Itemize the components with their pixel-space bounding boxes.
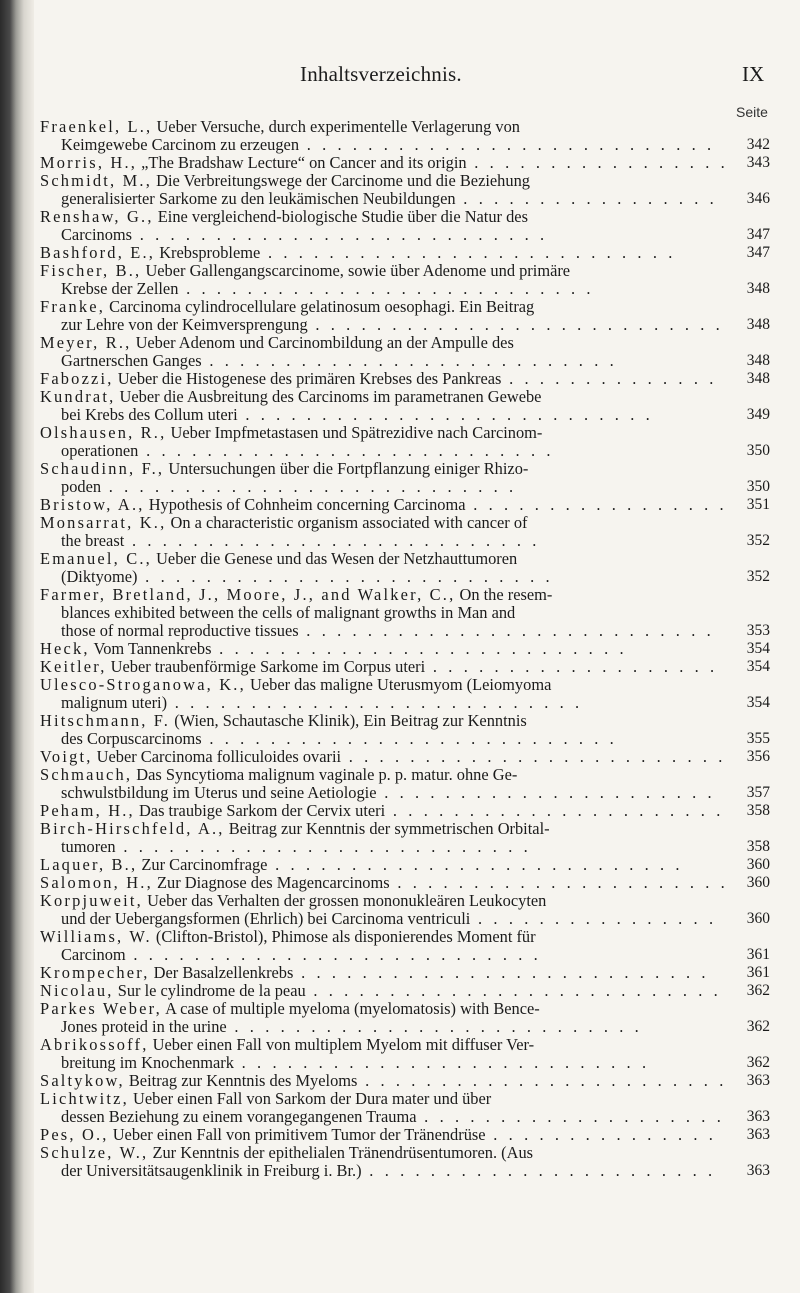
toc-entry-author: Meyer, R., (40, 333, 132, 352)
toc-entry-page: 363 (746, 1072, 770, 1089)
toc-entry-line (40, 766, 770, 784)
toc-entry-title: Gartnerschen Ganges (61, 351, 202, 370)
toc-entry-line (40, 460, 770, 478)
toc-entry-line (40, 172, 770, 190)
toc-entry-page: 354 (746, 658, 770, 675)
toc-entry-line (40, 1090, 770, 1108)
toc-entry (40, 964, 770, 982)
toc-entry-title: Zur Carcinomfrage (141, 855, 268, 874)
toc-entry-title: Carcinoma cylindrocellulare gelatinosum oesophagi. Ein Beitrag (109, 297, 535, 316)
toc-entry-title: Ueber Versuche, durch experimentelle Verlagerung von (156, 117, 520, 136)
toc-entry (40, 802, 770, 820)
toc-entry-page: 360 (746, 874, 770, 891)
toc-entry-title: Jones proteid in the urine (61, 1017, 227, 1036)
toc-entry-line (40, 1144, 770, 1162)
toc-entry-line (40, 964, 770, 982)
toc-entry-title: Zur Diagnose des Magencarcinoms (157, 873, 390, 892)
toc-entry-author: Korpjuweit, (40, 891, 143, 910)
toc-entry (40, 172, 770, 208)
dot-leader: . . . . . . . . . . . . . . . . . . . . . . (385, 801, 724, 820)
toc-entry-author: Schmidt, M., (40, 171, 153, 190)
toc-entry-author: Williams, W. (40, 927, 152, 946)
dot-leader: . . . . . . . . . . . . . . . . . . . . . . . . . . . (167, 693, 583, 712)
toc-entry-author: Schmauch, (40, 765, 133, 784)
toc-entry-author: Kundrat, (40, 387, 116, 406)
toc-entry (40, 676, 770, 712)
toc-entry-title: those of normal reproductive tissues (61, 621, 299, 640)
toc-entry-line (40, 748, 770, 766)
toc-entry (40, 262, 770, 298)
toc-entry-page: 354 (746, 640, 770, 657)
toc-entry-title: Krebsprobleme (159, 243, 261, 262)
dot-leader: . . . . . . . . . . . . . . . . . . . . . . . . . . . (137, 567, 554, 586)
dot-leader: . . . . . . . . . . . . . . . . . . . . . . (376, 783, 716, 802)
toc-entry-page: 362 (746, 1018, 770, 1035)
toc-entry-title: Carcinoms (61, 225, 133, 244)
toc-entry-title: tumoren (61, 837, 116, 856)
toc-entry-author: Fabozzi, (40, 369, 114, 388)
toc-entry-line (40, 874, 770, 892)
toc-entry-page: 360 (746, 856, 770, 873)
toc-entry-line (40, 586, 770, 604)
toc-entry-author: Pes, O., (40, 1125, 109, 1144)
toc-entry-page: 348 (746, 352, 770, 369)
toc-entry-author: Laquer, B., (40, 855, 138, 874)
toc-entry-page: 352 (746, 532, 770, 549)
page-column-label: Seite (736, 104, 768, 120)
toc-entry-title: Zur Kenntnis der epithelialen Tränendrüsentumoren. (Aus (152, 1143, 534, 1162)
toc-entry-title: Ueber die Histogenese des primären Krebses des Pankreas (117, 369, 502, 388)
toc-entry-line (40, 136, 770, 154)
toc-entry-line (40, 208, 770, 226)
book-binding-edge (0, 0, 34, 1293)
toc-entry-line (40, 676, 770, 694)
toc-entry-title: der Universitätsaugenklinik in Freiburg i. Br.) (61, 1161, 362, 1180)
toc-entry (40, 712, 770, 748)
toc-entry-title: Beitrag zur Kenntnis des Myeloms (128, 1071, 358, 1090)
toc-entry (40, 892, 770, 928)
toc-entry-title: (Wien, Schautasche Klinik), Ein Beitrag zur Kenntnis (174, 711, 527, 730)
dot-leader: . . . . . . . . . . . . . . . . . . . . . . . . . . . (233, 1053, 650, 1072)
dot-leader: . . . . . . . . . . . . . . . . . . . . . . . . . . . (115, 837, 532, 856)
toc-entry-page: 348 (746, 280, 770, 297)
toc-entry-title: operationen (61, 441, 139, 460)
toc-entry-page: 358 (746, 838, 770, 855)
toc-entry-title: des Corpuscarcinoms (61, 729, 202, 748)
toc-entry-title: Ueber Gallengangscarcinome, sowie über Adenome und primäre (145, 261, 571, 280)
toc-entry-line (40, 532, 770, 550)
toc-entry-line (40, 244, 770, 262)
toc-entry-title: Carcinom (61, 945, 126, 964)
toc-entry-title: Ueber traubenförmige Sarkome im Corpus uteri (110, 657, 426, 676)
toc-entry-author: Saltykow, (40, 1071, 125, 1090)
toc-entry-title: Ueber das Verhalten der grossen mononukleären Leukocyten (147, 891, 547, 910)
toc-entry-title: Untersuchungen über die Fortpflanzung einiger Rhizo- (168, 459, 529, 478)
toc-entry-author: Bashford, E., (40, 243, 156, 262)
toc-entry-page: 347 (746, 226, 770, 243)
toc-entry-line (40, 838, 770, 856)
toc-entry-line (40, 550, 770, 568)
toc-entry-line (40, 622, 770, 640)
table-of-contents (40, 118, 770, 1180)
dot-leader: . . . . . . . . . . . . . . . . . . . . (416, 1107, 725, 1126)
toc-entry-page: 361 (746, 964, 770, 981)
dot-leader: . . . . . . . . . . . . . . . . . . . . . . . . . . . (138, 441, 555, 460)
dot-leader: . . . . . . . . . . . . . . . . . . . . . . . (361, 1161, 716, 1180)
dot-leader: . . . . . . . . . . . . . . . . . . . (425, 657, 718, 676)
dot-leader: . . . . . . . . . . . . . . . . . . . . . . . . . . . (298, 621, 715, 640)
toc-entry-page: 357 (746, 784, 770, 801)
toc-entry (40, 1036, 770, 1072)
toc-entry-line (40, 658, 770, 676)
toc-entry-title: Ueber einen Fall von Sarkom der Dura mater und über (133, 1089, 492, 1108)
toc-entry-line (40, 1126, 770, 1144)
toc-entry-title: Das Syncytioma malignum vaginale p. p. matur. ohne Ge- (136, 765, 518, 784)
toc-entry-title: und der Uebergangsformen (Ehrlich) bei Carcinoma ventriculi (61, 909, 471, 928)
dot-leader: . . . . . . . . . . . . . . . . . . . . . . . . . . . (299, 135, 715, 154)
toc-entry (40, 514, 770, 550)
toc-entry-title: Hypothesis of Cohnheim concerning Carcinoma (148, 495, 466, 514)
dot-leader: . . . . . . . . . . . . . . . . . . . . . . . . (357, 1071, 727, 1090)
toc-entry-line (40, 334, 770, 352)
toc-entry-line (40, 190, 770, 208)
toc-entry-author: Farmer, Bretland, J., Moore, J., and Walker, C., (40, 585, 456, 604)
toc-entry-page: 350 (746, 478, 770, 495)
toc-entry-title: breitung im Knochenmark (61, 1053, 234, 1072)
toc-entry (40, 550, 770, 586)
toc-entry-line (40, 712, 770, 730)
toc-entry (40, 766, 770, 802)
toc-entry-page: 350 (746, 442, 770, 459)
toc-entry-line (40, 946, 770, 964)
dot-leader: . . . . . . . . . . . . . . . . . . . . . . (389, 873, 729, 892)
toc-entry (40, 370, 770, 388)
toc-entry-page: 349 (746, 406, 770, 423)
toc-entry-line (40, 784, 770, 802)
toc-entry-page: 352 (746, 568, 770, 585)
toc-entry-line (40, 982, 770, 1000)
toc-entry-title: Krebse der Zellen (61, 279, 179, 298)
toc-entry-line (40, 1018, 770, 1036)
toc-entry-title: „The Bradshaw Lecture“ on Cancer and its origin (141, 153, 467, 172)
toc-entry-author: Keitler, (40, 657, 107, 676)
toc-entry-line (40, 1162, 770, 1180)
toc-entry-line (40, 370, 770, 388)
dot-leader: . . . . . . . . . . . . . . . . . . . . . . . . . . . (201, 351, 618, 370)
toc-entry-author: Franke, (40, 297, 106, 316)
dot-leader: . . . . . . . . . . . . . . . . . (466, 153, 729, 172)
toc-entry (40, 748, 770, 766)
toc-entry-line (40, 568, 770, 586)
toc-entry-line (40, 640, 770, 658)
toc-entry-line (40, 1072, 770, 1090)
toc-entry-title: Vom Tannenkrebs (93, 639, 212, 658)
toc-entry-title: blances exhibited between the cells of malignant growths in Man and (61, 603, 516, 622)
toc-entry-author: Renshaw, G., (40, 207, 154, 226)
toc-entry-author: Fraenkel, L., (40, 117, 153, 136)
toc-entry-page: 351 (746, 496, 770, 513)
toc-entry-title: A case of multiple myeloma (myelomatosis) with Bence- (165, 999, 540, 1018)
dot-leader: . . . . . . . . . . . . . . . . . (455, 189, 718, 208)
toc-entry (40, 460, 770, 496)
toc-entry-title: Ueber Carcinoma folliculoides ovarii (96, 747, 342, 766)
toc-entry-page: 354 (746, 694, 770, 711)
toc-entry-title: zur Lehre von der Keimversprengung (61, 315, 308, 334)
toc-entry-line (40, 1108, 770, 1126)
toc-entry-page: 363 (746, 1126, 770, 1143)
toc-entry-author: Voigt, (40, 747, 93, 766)
toc-entry-line (40, 262, 770, 280)
toc-entry-line (40, 910, 770, 928)
toc-entry-title: On the resem- (459, 585, 553, 604)
toc-entry-title: Das traubige Sarkom der Cervix uteri (138, 801, 386, 820)
dot-leader: . . . . . . . . . . . . . . . (485, 1125, 717, 1144)
toc-entry (40, 1126, 770, 1144)
toc-entry (40, 658, 770, 676)
toc-entry-line (40, 1054, 770, 1072)
toc-entry-author: Olshausen, R., (40, 423, 167, 442)
toc-entry-title: Die Verbreitungswege der Carcinome und die Beziehung (156, 171, 530, 190)
toc-entry-line (40, 892, 770, 910)
toc-entry-title: Beitrag zur Kenntnis der symmetrischen Orbital- (228, 819, 550, 838)
toc-entry-line (40, 1000, 770, 1018)
toc-entry-line (40, 694, 770, 712)
toc-entry-author: Monsarrat, K., (40, 513, 167, 532)
toc-entry-line (40, 514, 770, 532)
toc-entry-line (40, 406, 770, 424)
toc-entry-line (40, 442, 770, 460)
toc-entry (40, 820, 770, 856)
toc-entry-title: poden (61, 477, 102, 496)
toc-entry-title: schwulstbildung im Uterus und seine Aetiologie (61, 783, 377, 802)
toc-entry-title: the breast (61, 531, 125, 550)
running-title: Inhaltsverzeichnis. (300, 62, 462, 86)
toc-entry-line (40, 118, 770, 136)
toc-entry-page: 361 (746, 946, 770, 963)
toc-entry-title: Eine vergleichend-biologische Studie über die Natur des (157, 207, 528, 226)
toc-entry-author: Morris, H., (40, 153, 138, 172)
toc-entry (40, 154, 770, 172)
toc-entry-line (40, 1036, 770, 1054)
toc-entry-author: Fischer, B., (40, 261, 142, 280)
toc-entry-title: Ueber einen Fall von primitivem Tumor der Tränendrüse (112, 1125, 486, 1144)
toc-entry-line (40, 478, 770, 496)
toc-entry-page: 363 (746, 1162, 770, 1179)
toc-entry-title: Ueber Impfmetastasen und Spätrezidive nach Carcinom- (170, 423, 543, 442)
toc-entry-line (40, 388, 770, 406)
dot-leader: . . . . . . . . . . . . . . . . . . . . . . . . . . . (201, 729, 618, 748)
toc-entry (40, 388, 770, 424)
toc-entry-page: 353 (746, 622, 770, 639)
toc-entry (40, 298, 770, 334)
dot-leader: . . . . . . . . . . . . . . . . . . . . . . . . . . . (293, 963, 710, 982)
toc-entry-line (40, 928, 770, 946)
toc-entry-author: Bristow, A., (40, 495, 145, 514)
dot-leader: . . . . . . . . . . . . . . . . . . . . . . . . . . . (124, 531, 540, 550)
dot-leader: . . . . . . . . . . . . . . . . . . . . . . . . . (341, 747, 726, 766)
toc-entry-author: Krompecher, (40, 963, 150, 982)
toc-entry (40, 244, 770, 262)
toc-entry-title: Keimgewebe Carcinom zu erzeugen (61, 135, 300, 154)
toc-entry-line (40, 856, 770, 874)
toc-entry-title: Ueber die Ausbreitung des Carcinoms im parametranen Gewebe (119, 387, 542, 406)
toc-entry-line (40, 154, 770, 172)
dot-leader: . . . . . . . . . . . . . . . . . . . . . . . . . . . (132, 225, 548, 244)
toc-entry-author: Schaudinn, F., (40, 459, 165, 478)
toc-entry-author: Schulze, W., (40, 1143, 149, 1162)
toc-entry-title: Ueber Adenom und Carcinombildung an der Ampulle des (135, 333, 514, 352)
toc-entry-page: 363 (746, 1108, 770, 1125)
dot-leader: . . . . . . . . . . . . . . . . . . . . . . . . . . . (305, 981, 722, 1000)
toc-entry-line (40, 496, 770, 514)
toc-entry (40, 496, 770, 514)
toc-entry-page: 358 (746, 802, 770, 819)
toc-entry-page: 348 (746, 316, 770, 333)
toc-entry-title: malignum uteri) (61, 693, 168, 712)
toc-entry (40, 640, 770, 658)
toc-entry (40, 928, 770, 964)
dot-leader: . . . . . . . . . . . . . . . . . . . . . . . . . . . (260, 243, 676, 262)
dot-leader: . . . . . . . . . . . . . . . . . . . . . . . . . . . (237, 405, 654, 424)
toc-entry-title: Sur le cylindrome de la peau (117, 981, 306, 1000)
toc-entry (40, 982, 770, 1000)
toc-entry-line (40, 352, 770, 370)
dot-leader: . . . . . . . . . . . . . . . . . . . . . . . . . . . (101, 477, 517, 496)
toc-entry-page: 342 (746, 136, 770, 153)
toc-entry (40, 856, 770, 874)
toc-entry-line (40, 820, 770, 838)
toc-entry-title: Ueber einen Fall von multiplem Myelom mit diffuser Ver- (152, 1035, 535, 1054)
page-number: IX (742, 62, 765, 86)
toc-entry (40, 874, 770, 892)
toc-entry-author: Salomon, H., (40, 873, 153, 892)
toc-entry-title: On a characteristic organism associated with cancer of (170, 513, 528, 532)
toc-entry-page: 346 (746, 190, 770, 207)
dot-leader: . . . . . . . . . . . . . . (501, 369, 717, 388)
dot-leader: . . . . . . . . . . . . . . . . . . . . . . . . . . . (211, 639, 628, 658)
toc-entry-title: dessen Beziehung zu einem vorangegangenen Trauma (61, 1107, 417, 1126)
toc-entry-author: Emanuel, C., (40, 549, 152, 568)
toc-entry-page: 348 (746, 370, 770, 387)
dot-leader: . . . . . . . . . . . . . . . . . . . . . . . . . . . (267, 855, 684, 874)
toc-entry-line (40, 424, 770, 442)
toc-entry-line (40, 802, 770, 820)
dot-leader: . . . . . . . . . . . . . . . . . . . . . . . . . . . (178, 279, 595, 298)
toc-entry-title: generalisierter Sarkome zu den leukämischen Neubildungen (61, 189, 456, 208)
toc-entry-page: 347 (746, 244, 770, 261)
toc-entry (40, 1144, 770, 1180)
toc-entry (40, 208, 770, 244)
page-header (0, 62, 800, 86)
toc-entry-line (40, 316, 770, 334)
dot-leader: . . . . . . . . . . . . . . . . . (465, 495, 728, 514)
toc-entry-author: Nicolau, (40, 981, 114, 1000)
toc-entry-page: 362 (746, 1054, 770, 1071)
toc-entry-page: 360 (746, 910, 770, 927)
toc-entry-line (40, 298, 770, 316)
toc-entry-title: Der Basalzellenkrebs (153, 963, 294, 982)
toc-entry-line (40, 280, 770, 298)
dot-leader: . . . . . . . . . . . . . . . . . . . . . . . . . . . (307, 315, 724, 334)
toc-entry (40, 1000, 770, 1036)
toc-entry (40, 1090, 770, 1126)
toc-entry (40, 586, 770, 640)
toc-entry-author: Peham, H., (40, 801, 135, 820)
toc-entry-author: Ulesco-Stroganowa, K., (40, 675, 246, 694)
toc-entry-author: Lichtwitz, (40, 1089, 129, 1108)
toc-entry-page: 355 (746, 730, 770, 747)
toc-entry-title: bei Krebs des Collum uteri (61, 405, 238, 424)
toc-entry-author: Hitschmann, F. (40, 711, 171, 730)
toc-entry (40, 1072, 770, 1090)
toc-entry (40, 334, 770, 370)
dot-leader: . . . . . . . . . . . . . . . . . . . . . . . . . . . (125, 945, 542, 964)
toc-entry-title: Ueber die Genese und das Wesen der Netzhauttumoren (156, 549, 518, 568)
dot-leader: . . . . . . . . . . . . . . . . . . . . . . . . . . . (226, 1017, 643, 1036)
toc-entry (40, 118, 770, 154)
toc-entry-author: Birch-Hirschfeld, A., (40, 819, 225, 838)
toc-entry-page: 343 (746, 154, 770, 171)
dot-leader: . . . . . . . . . . . . . . . . (470, 909, 717, 928)
toc-entry-title: (Clifton-Bristol), Phimose als disponierendes Moment für (155, 927, 536, 946)
toc-entry-title: (Diktyome) (61, 567, 138, 586)
toc-entry-page: 362 (746, 982, 770, 999)
toc-entry-author: Parkes Weber, (40, 999, 162, 1018)
toc-entry-line (40, 730, 770, 748)
toc-entry (40, 424, 770, 460)
toc-entry-line (40, 226, 770, 244)
toc-entry-page: 356 (746, 748, 770, 765)
toc-entry-title: Ueber das maligne Uterusmyom (Leiomyoma (250, 675, 552, 694)
toc-entry-author: Abrikossoff, (40, 1035, 149, 1054)
toc-entry-line (40, 604, 770, 622)
toc-entry-author: Heck, (40, 639, 90, 658)
